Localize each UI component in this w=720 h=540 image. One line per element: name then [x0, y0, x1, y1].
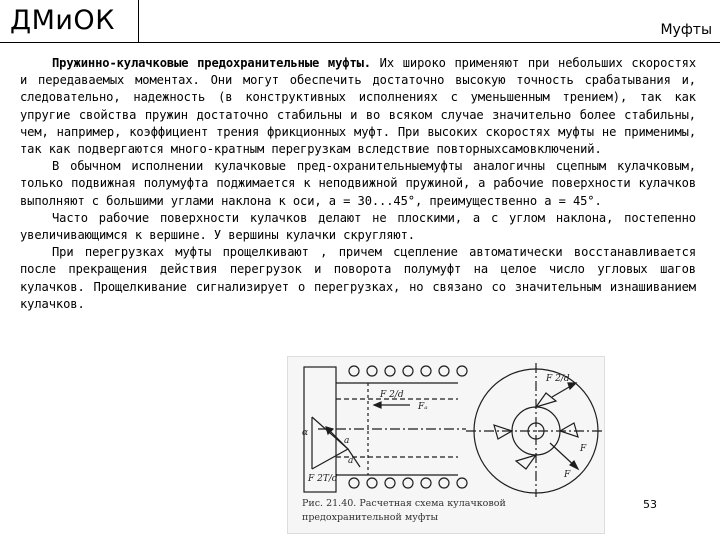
- label-force-cam: F 2T/d: [308, 474, 338, 484]
- paragraph-1-text: Их широко применяют при небольших скоростях и передаваемых моментах. Они могут обеспечить достаточно высокую точность срабатывания и, следовательно, надежность (в конструктивных исполнениях с уменьшенным трением), так как упругие свойства пружин достаточно стабильны и во всяком случае значительно более стабильны, чем, например, коэффициент трения фрикционных муфт. При высоких скоростях муфты не применимы, так как подвергаются много-кратным перегрузкам вследствие повторныхсамовключений.: [20, 56, 696, 157]
- label-force-radial: F: [580, 444, 587, 454]
- coupling-diagram: [288, 357, 604, 497]
- spring-row-top: [349, 366, 467, 376]
- figure-caption: Рис. 21.40. Расчетная схема кулачковой предохранительной муфты: [302, 498, 506, 523]
- label-a-lower: a: [348, 456, 354, 466]
- paragraph-1: [20, 55, 696, 158]
- label-a-upper: a: [344, 436, 350, 446]
- body-text: [20, 55, 696, 313]
- paragraph-3: Часто рабочие поверхности кулачков делают не плоскими, а с углом наклона, постепенно увеличивающимся к вершине. У вершины кулачки скругляют.: [20, 210, 696, 243]
- paragraph-1-heading: Пружинно-кулачковые предохранительные муфты.: [52, 56, 371, 70]
- label-force-axial: F 2/d: [380, 390, 404, 400]
- label-force-tangential: F 2/d: [546, 374, 570, 384]
- slide-header-box: [0, 0, 139, 43]
- section-label: Муфты: [660, 22, 712, 38]
- spring-row-bottom: [349, 478, 467, 488]
- page-number: 53: [643, 498, 657, 511]
- label-force-bottom: F: [564, 470, 571, 480]
- paragraph-4: При перегрузках муфты прощелкивают , причем сцепление автоматически восстанавливается после прекращения действия перегрузок и поворота полумуфт на целое число угловых шагов кулачков. Прощелкивание сигнализирует о перегрузках, но связано со значительным изнашиванием кулачков.: [20, 245, 696, 311]
- header-divider: [138, 42, 720, 43]
- figure-21-40: [287, 356, 605, 534]
- label-force-d: Fₐ: [418, 402, 428, 412]
- label-alpha: α: [302, 428, 309, 438]
- paragraph-2: В обычном исполнении кулачковые пред-охранительныемуфты аналогичны сцепным кулачковым, только подвижная полумуфта поджимается к неподвижной пружиной, а рабочие поверхности кулачков выполняют с большими углами наклона к оси, а = 30...45°, преимущественно а = 45°.: [20, 159, 696, 208]
- slide-title: ДМиОК: [10, 5, 115, 36]
